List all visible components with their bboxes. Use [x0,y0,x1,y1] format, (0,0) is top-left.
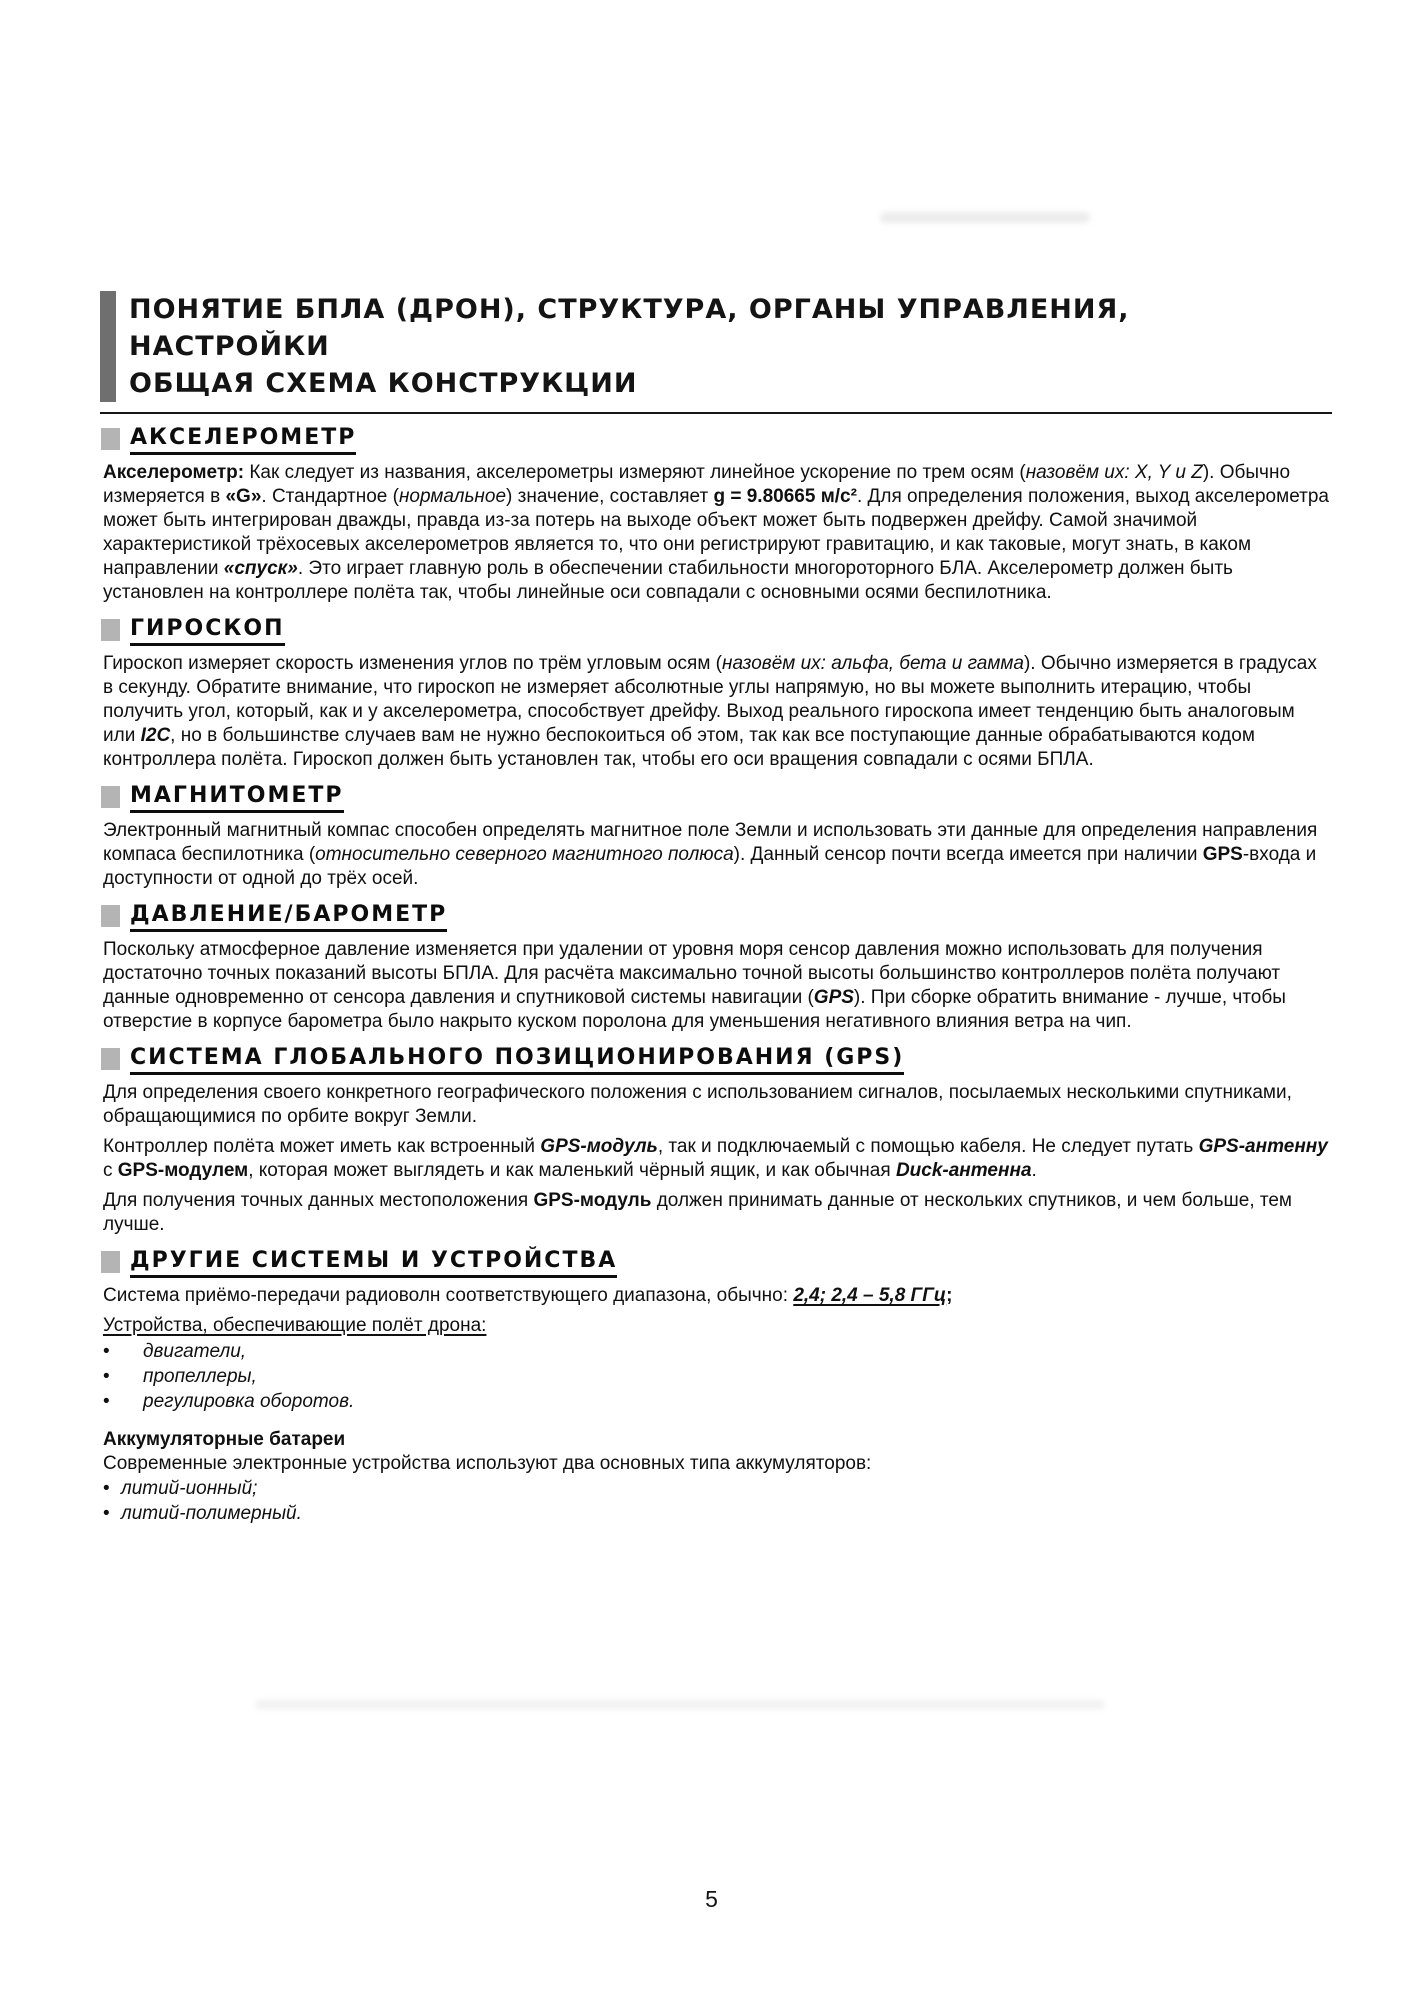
bullet-icon: • [103,1478,110,1499]
title-line-1: ПОНЯТИЕ БПЛА (ДРОН), СТРУКТУРА, ОРГАНЫ УПРАВЛЕНИЯ, НАСТРОЙКИ [129,294,1130,362]
section-marker [101,786,120,808]
paragraph: Контроллер полёта может иметь как встроенный GPS-модуль, так и подключаемый с помощью кабеля. Не следует путать GPS-антенну с GPS-модулем, которая может выглядеть и как маленький чёрный ящик, и как обычная Duck-антенна. [103,1136,1328,1181]
list-item [103,1501,1332,1526]
list-item-label: регулировка оборотов. [143,1391,355,1412]
page-title [100,291,1332,402]
section-accelerometer [100,425,1332,455]
section-heading: СИСТЕМА ГЛОБАЛЬНОГО ПОЗИЦИОНИРОВАНИЯ (GPS) [130,1045,904,1075]
section-marker [101,1048,120,1070]
list-item [103,1339,1332,1364]
flight-devices-list [103,1339,1332,1414]
section-magnetometer [100,783,1332,813]
list-item-label: литий-ионный; [121,1478,258,1499]
section-heading: ДАВЛЕНИЕ/БАРОМЕТР [130,902,447,932]
title-rule [100,412,1332,414]
list-item-label: двигатели, [143,1341,247,1362]
page-title-text [129,291,1332,402]
section-other-systems [100,1248,1332,1278]
paragraph: Для определения своего конкретного географического положения с использованием сигналов, посылаемых несколькими спутниками, обращающимися по орбите вокруг Земли. [103,1082,1292,1127]
battery-block [103,1428,1332,1526]
section-marker [101,905,120,927]
section-heading: ДРУГИЕ СИСТЕМЫ И УСТРОЙСТВА [130,1248,617,1278]
scan-smudge [255,1700,1105,1709]
paragraph: Акселерометр: Как следует из названия, акселерометры измеряют линейное ускорение по трем осям (назовём их: X, Y и Z). Обычно измеряется в «G». Стандартное (нормальное) значение, составляет g = 9.80665 м/с². Для определения положения, выход акселерометра может быть интегрирован дважды, правда из-за потерь на выходе объект может быть подвержен дрейфу. Самой значимой характеристикой трёхосевых акселерометров является то, что они регистрируют гравитацию, и как таковые, могут знать, в каком направлении «спуск». Это играет главную роль в обеспечении стабильности многороторного БЛА. Акселерометр должен быть установлен на контроллере полёта так, чтобы линейные оси совпадали с основными осями беспилотника. [103,462,1329,603]
title-line-2: ОБЩАЯ СХЕМА КОНСТРУКЦИИ [129,368,638,399]
page-number: 5 [705,1886,718,1912]
paragraph: Устройства, обеспечивающие полёт дрона: [103,1315,487,1336]
paragraph: Поскольку атмосферное давление изменяется при удалении от уровня моря сенсор давления можно использовать для получения достаточно точных показаний высоты БПЛА. Для расчёта максимально точной высоты большинство контроллеров полёта получают данные одновременно от сенсора давления и спутниковой системы навигации (GPS). При сборке обратить внимание - лучше, чтобы отверстие в корпусе барометра было накрыто куском поролона для уменьшения негативного влияния ветра на чип. [103,939,1286,1032]
scan-smudge [880,212,1090,223]
section-gps [100,1045,1332,1075]
title-accent-bar [100,291,116,402]
section-barometer [100,902,1332,932]
section-heading: ГИРОСКОП [130,616,285,646]
paragraph: Гироскоп измеряет скорость изменения углов по трём угловым осям (назовём их: альфа, бета и гамма). Обычно измеряется в градусах в секунду. Обратите внимание, что гироскоп не измеряет абсолютные углы напрямую, но вы можете выполнить итерацию, чтобы получить угол, который, как и у акселерометра, способствует дрейфу. Выход реального гироскопа имеет тенденцию быть аналоговым или I2C, но в большинстве случаев вам не нужно беспокоиться об этом, так как все поступающие данные обрабатываются кодом контроллера полёта. Гироскоп должен быть установлен так, чтобы его оси вращения совпадали с осями БПЛА. [103,653,1317,770]
battery-intro: Современные электронные устройства используют два основных типа аккумуляторов: [103,1453,872,1474]
section-marker [101,619,120,641]
section-gyroscope [100,616,1332,646]
battery-title: Аккумуляторные батареи [103,1429,346,1450]
list-item [103,1389,1332,1414]
bullet-icon: • [103,1341,110,1362]
paragraph: Система приёмо-передачи радиоволн соответствующего диапазона, обычно: 2,4; 2,4 – 5,8 ГГц; [103,1285,953,1306]
list-item-label: пропеллеры, [143,1366,257,1387]
paragraph: Электронный магнитный компас способен определять магнитное поле Земли и использовать эти данные для определения направления компаса беспилотника (относительно северного магнитного полюса). Данный сенсор почти всегда имеется при наличии GPS-входа и доступности от одной до трёх осей. [103,820,1318,889]
section-heading: МАГНИТОМЕТР [130,783,344,813]
section-marker [101,1251,120,1273]
list-item [103,1364,1332,1389]
list-item-label: литий-полимерный. [121,1503,302,1524]
section-heading: АКСЕЛЕРОМЕТР [130,425,356,455]
page-content [100,291,1332,1526]
section-marker [101,428,120,450]
paragraph: Для получения точных данных местоположения GPS-модуль должен принимать данные от нескольких спутников, и чем больше, тем лучше. [103,1190,1292,1235]
bullet-icon: • [103,1503,110,1524]
bullet-icon: • [103,1366,110,1387]
list-item [103,1476,1332,1501]
bullet-icon: • [103,1391,110,1412]
